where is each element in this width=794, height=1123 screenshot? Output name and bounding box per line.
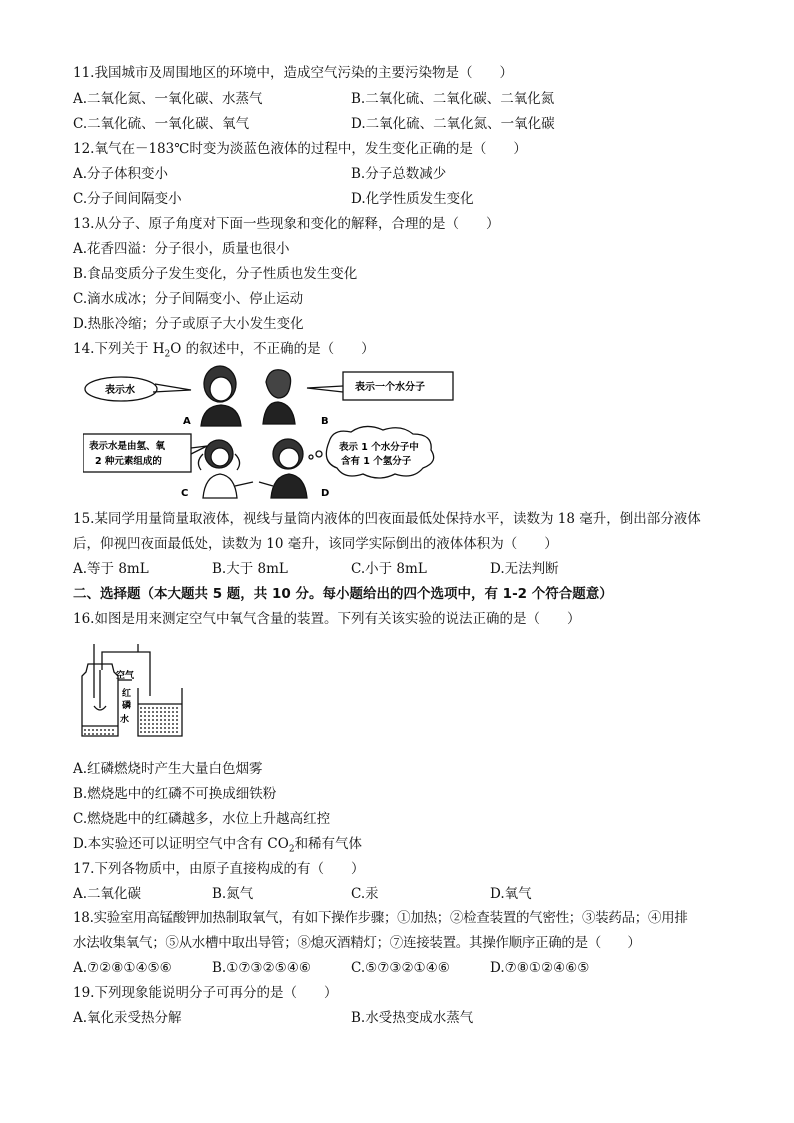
q11-option-d: D.二氧化硫、二氧化氮、一氧化碳 <box>351 116 555 132</box>
bubble-d-text-2: 含有 1 个氢分子 <box>341 456 412 467</box>
q18-option-a: A.⑦②⑧①④⑤⑥ <box>73 960 172 976</box>
fig-label-red: 红 <box>122 689 132 699</box>
person-d-label: D <box>321 488 330 499</box>
q16-stem: 16.如图是用来测定空气中氧气含量的装置。下列有关该实验的说法正确的是（ ） <box>73 611 581 627</box>
q11-option-a: A.二氧化氮、一氧化碳、水蒸气 <box>73 91 263 107</box>
q16-option-b: B.燃烧匙中的红磷不可换成细铁粉 <box>73 786 277 802</box>
q13-option-a: A.花香四溢：分子很小，质量也很小 <box>73 241 290 257</box>
q19-stem: 19.下列现象能说明分子可再分的是（ ） <box>73 985 338 1001</box>
q15-option-b: B.大于 8mL <box>212 561 288 577</box>
q18-option-d: D.⑦⑧①②④⑥⑤ <box>490 960 590 976</box>
q15-option-d: D.无法判断 <box>490 561 559 577</box>
q19-option-a: A.氧化汞受热分解 <box>73 1010 182 1026</box>
q11-stem: 11.我国城市及周围地区的环境中，造成空气污染的主要污染物是（ ） <box>73 65 513 81</box>
q16-option-a: A.红磷燃烧时产生大量白色烟雾 <box>73 761 263 777</box>
q17-stem: 17.下列各物质中，由原子直接构成的有（ ） <box>73 861 365 877</box>
q13-option-b: B.食品变质分子发生变化，分子性质也发生变化 <box>73 266 358 282</box>
q17-option-b: B.氮气 <box>212 886 254 902</box>
q14-figure <box>83 362 473 504</box>
q16-option-d: D.本实验还可以证明空气中含有 $CO_2$和稀有气体 <box>73 836 363 855</box>
q14-stem: 14.下列关于 $H_2O$ 的叙述中，不正确的是（ ） <box>73 341 375 360</box>
q12-option-c: C.分子间间隔变小 <box>73 191 182 207</box>
q16-option-c: C.燃烧匙中的红磷越多，水位上升越高红控 <box>73 811 331 827</box>
q12-stem: 12.氧气在－183℃时变为淡蓝色液体的过程中，发生变化正确的是（ ） <box>73 141 527 157</box>
q16-apparatus-figure <box>78 640 190 740</box>
q12-option-a: A.分子体积变小 <box>73 166 169 182</box>
fig-label-phosphorus: 磷 <box>122 701 132 711</box>
q11-option-b: B.二氧化硫、二氧化碳、二氧化氮 <box>351 91 555 107</box>
q18-option-b: B.①⑦③②⑤④⑥ <box>212 960 311 976</box>
fig-label-air: 空气 <box>116 671 135 681</box>
q18-stem-line2: 水法收集氧气；⑤从水槽中取出导管；⑧熄灭酒精灯；⑦连接装置。其操作顺序正确的是（ ） <box>73 935 641 951</box>
q17-option-a: A.二氧化碳 <box>73 886 142 902</box>
q13-stem: 13.从分子、原子角度对下面一些现象和变化的解释，合理的是（ ） <box>73 216 500 232</box>
person-a-label: A <box>183 416 191 427</box>
q13-option-c: C.滴水成冰；分子间隔变小、停止运动 <box>73 291 304 307</box>
q17-option-c: C.汞 <box>351 886 379 902</box>
bubble-c-text-1: 表示水是由氢、氧 <box>89 441 166 452</box>
person-c-label: C <box>181 488 189 499</box>
bubble-d-text-1: 表示 1 个水分子中 <box>339 442 419 453</box>
q17-option-d: D.氧气 <box>490 886 532 902</box>
q15-option-a: A.等于 8mL <box>73 561 149 577</box>
q15-stem-line1: 15.某同学用量筒量取液体，视线与量筒内液体的凹夜面最低处保持水平，读数为 18 毫升，倒出部分液体 <box>73 511 701 527</box>
bubble-a-text: 表示水 <box>105 385 135 396</box>
bubble-b-text: 表示一个水分子 <box>355 382 425 393</box>
q18-stem-line1: 18.实验室用高锰酸钾加热制取氧气，有如下操作步骤；①加热；②检查装置的气密性；③装药品；④用排 <box>73 910 688 926</box>
q15-stem-line2: 后，仰视凹夜面最低处，读数为 10 毫升，该同学实际倒出的液体体积为（ ） <box>73 536 558 552</box>
q12-option-b: B.分子总数减少 <box>351 166 447 182</box>
bubble-c-text-2: 2 种元素组成的 <box>95 456 162 467</box>
q11-option-c: C.二氧化硫、一氧化碳、氧气 <box>73 116 250 132</box>
fig-label-water: 水 <box>120 715 130 725</box>
q13-option-d: D.热胀冷缩；分子或原子大小发生变化 <box>73 316 304 332</box>
person-b-label: B <box>321 416 329 427</box>
q15-option-c: C.小于 8mL <box>351 561 427 577</box>
q12-option-d: D.化学性质发生变化 <box>351 191 474 207</box>
q18-option-c: C.⑤⑦③②①④⑥ <box>351 960 450 976</box>
q19-option-b: B.水受热变成水蒸气 <box>351 1010 474 1026</box>
section-heading: 二、选择题（本大题共 5 题，共 10 分。每小题给出的四个选项中，有 1-2 个符合题意） <box>73 586 613 602</box>
